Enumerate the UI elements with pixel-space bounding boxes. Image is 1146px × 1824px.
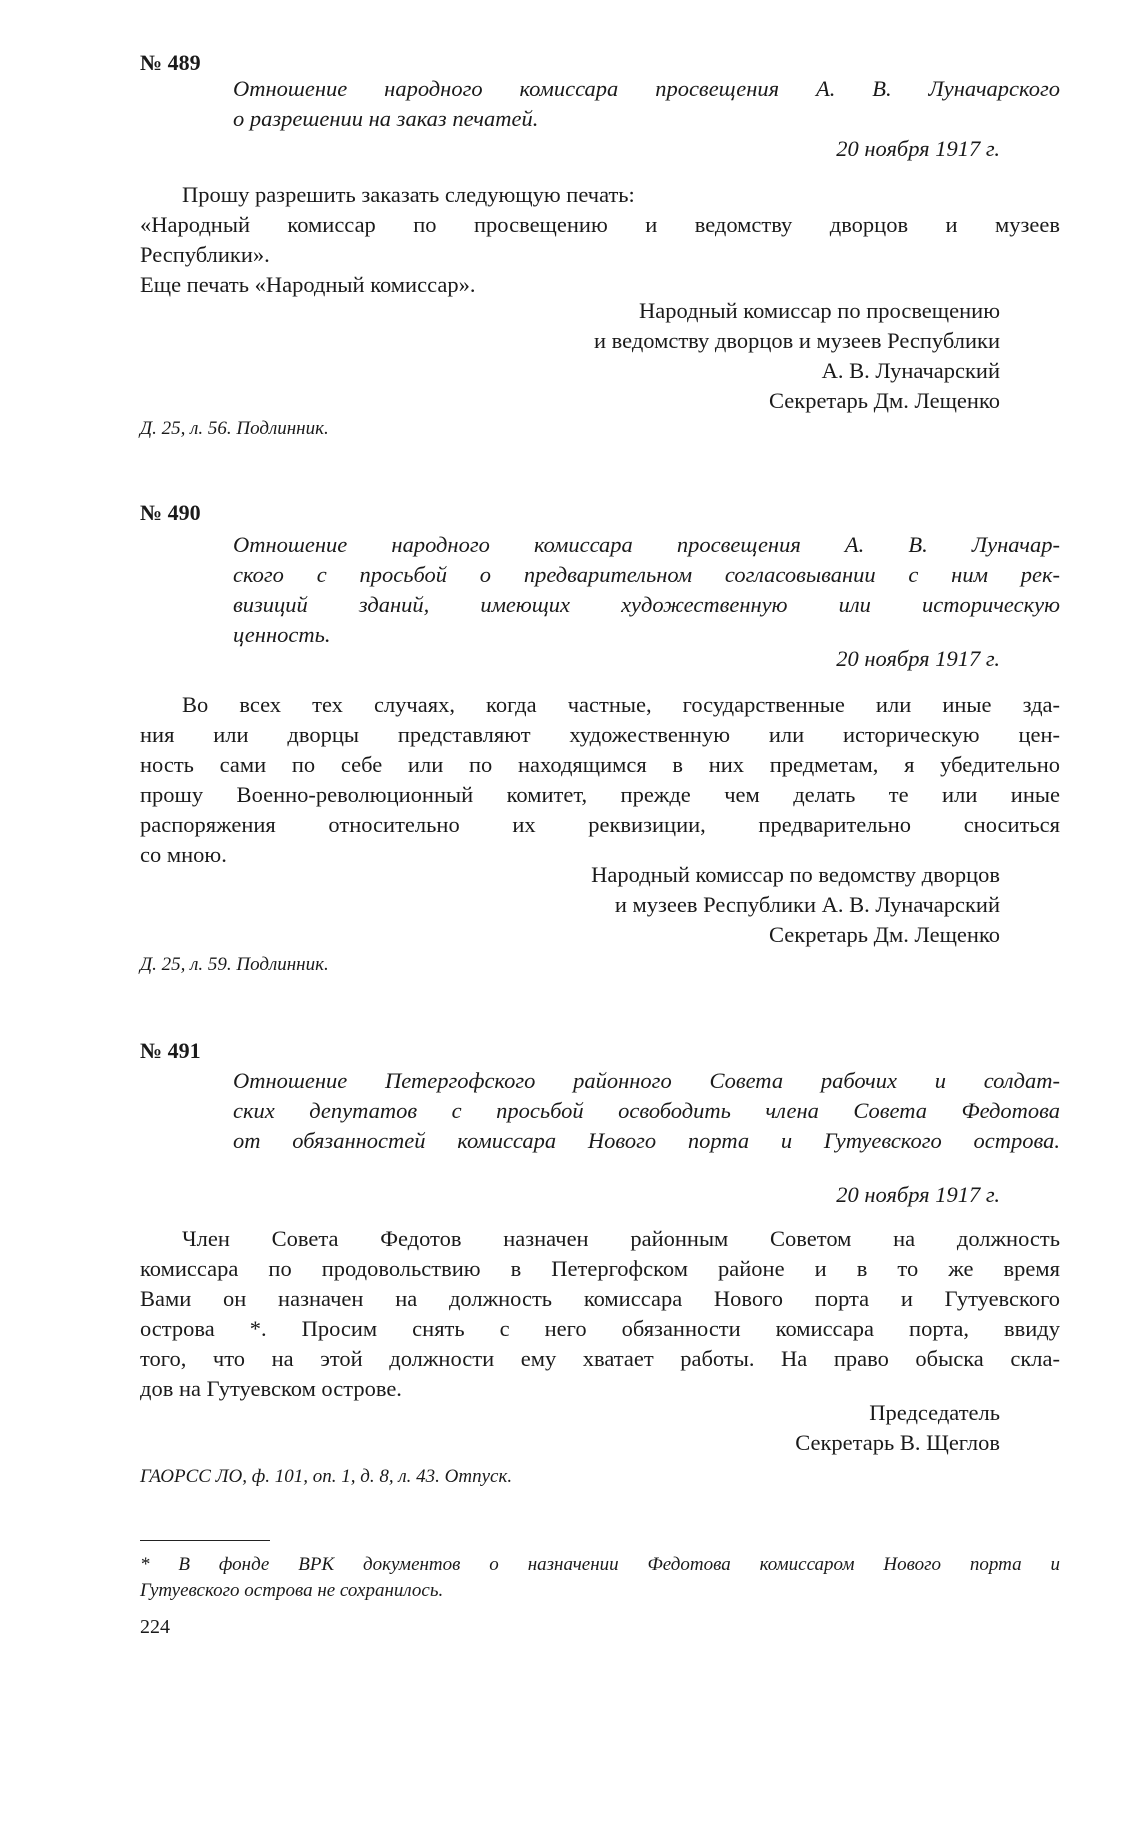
doc-body (140, 690, 1060, 870)
signature-line: Председатель (869, 1400, 1000, 1425)
signature-line: А. В. Луначарский (821, 358, 1000, 383)
signature-line: Секретарь В. Щеглов (795, 1430, 1000, 1455)
title-line: ских депутатов с просьбой освободить члена Совета Федотова (233, 1098, 1060, 1123)
body-line: со мною. (140, 842, 227, 867)
doc-date: 20 ноября 1917 г. (836, 1182, 1000, 1207)
doc-number: № 491 (140, 1038, 201, 1063)
doc-title (233, 1066, 1060, 1156)
doc-body (140, 1224, 1060, 1404)
body-line: Прошу разрешить заказать следующую печать: (182, 182, 635, 207)
title-line: Отношение Петергофского районного Совета рабочих и солдат- (233, 1068, 1060, 1093)
body-line: комиссара по продовольствию в Петергофском районе и в то же время (140, 1256, 1060, 1281)
body-line: прошу Военно-революционный комитет, прежде чем делать те или иные (140, 782, 1060, 807)
doc-date: 20 ноября 1917 г. (836, 646, 1000, 671)
doc-title (233, 530, 1060, 650)
doc-source: ГАОРСС ЛО, ф. 101, оп. 1, д. 8, л. 43. Отпуск. (140, 1466, 513, 1487)
footnote (140, 1552, 1060, 1604)
signature-line: Народный комиссар по ведомству дворцов (591, 862, 1000, 887)
body-line: ния или дворцы представляют художественную или историческую цен- (140, 722, 1060, 747)
doc-date: 20 ноября 1917 г. (836, 136, 1000, 161)
doc-number: № 489 (140, 50, 201, 75)
signature-line: Народный комиссар по просвещению (638, 298, 1000, 323)
title-line: о разрешении на заказ печатей. (233, 106, 539, 131)
doc-source: Д. 25, л. 59. Подлинник. (140, 954, 329, 975)
body-line: распоряжения относительно их реквизиции, предварительно сноситься (140, 812, 1060, 837)
signature-line: Секретарь Дм. Лещенко (769, 922, 1000, 947)
body-line: Республики». (140, 242, 270, 267)
doc-body (140, 180, 1060, 300)
body-line: «Народный комиссар по просвещению и ведомству дворцов и музеев (140, 212, 1060, 237)
signature-line: Секретарь Дм. Лещенко (769, 388, 1000, 413)
doc-signature (795, 1398, 1000, 1458)
signature-line: и ведомству дворцов и музеев Республики (594, 328, 1000, 353)
title-line: Отношение народного комиссара просвещения А. В. Луначар- (233, 532, 1060, 557)
doc-title (233, 74, 1060, 134)
body-line: Вами он назначен на должность комиссара Нового порта и Гутуевского (140, 1286, 1060, 1311)
signature-line: и музеев Республики А. В. Луначарский (614, 892, 1000, 917)
body-line: дов на Гутуевском острове. (140, 1376, 402, 1401)
footnote-line: * В фонде ВРК документов о назначении Федотова комиссаром Нового порта и (140, 1554, 1060, 1575)
title-line: Отношение народного комиссара просвещения А. В. Луначарского (233, 76, 1060, 101)
doc-signature (594, 296, 1000, 416)
title-line: визиций зданий, имеющих художественную или историческую (233, 592, 1060, 617)
title-line: ценность. (233, 622, 331, 647)
doc-number: № 490 (140, 500, 201, 525)
footnote-line: Гутуевского острова не сохранилось. (140, 1580, 444, 1601)
doc-source: Д. 25, л. 56. Подлинник. (140, 418, 329, 439)
title-line: от обязанностей комиссара Нового порта и Гутуевского острова. (233, 1128, 1060, 1153)
body-line: Еще печать «Народный комиссар». (140, 272, 476, 297)
body-line: ность сами по себе или по находящимся в них предметам, я убедительно (140, 752, 1060, 777)
doc-signature (591, 860, 1000, 950)
body-line: того, что на этой должности ему хватает работы. На право обыска скла- (140, 1346, 1060, 1371)
body-line: Член Совета Федотов назначен районным Советом на должность (182, 1226, 1060, 1251)
title-line: ского с просьбой о предварительном согласовывании с ним рек- (233, 562, 1060, 587)
body-line: Во всех тех случаях, когда частные, государственные или иные зда- (182, 692, 1060, 717)
footnote-divider (140, 1540, 270, 1541)
page-number: 224 (140, 1616, 170, 1638)
body-line: острова *. Просим снять с него обязанности комиссара порта, ввиду (140, 1316, 1060, 1341)
